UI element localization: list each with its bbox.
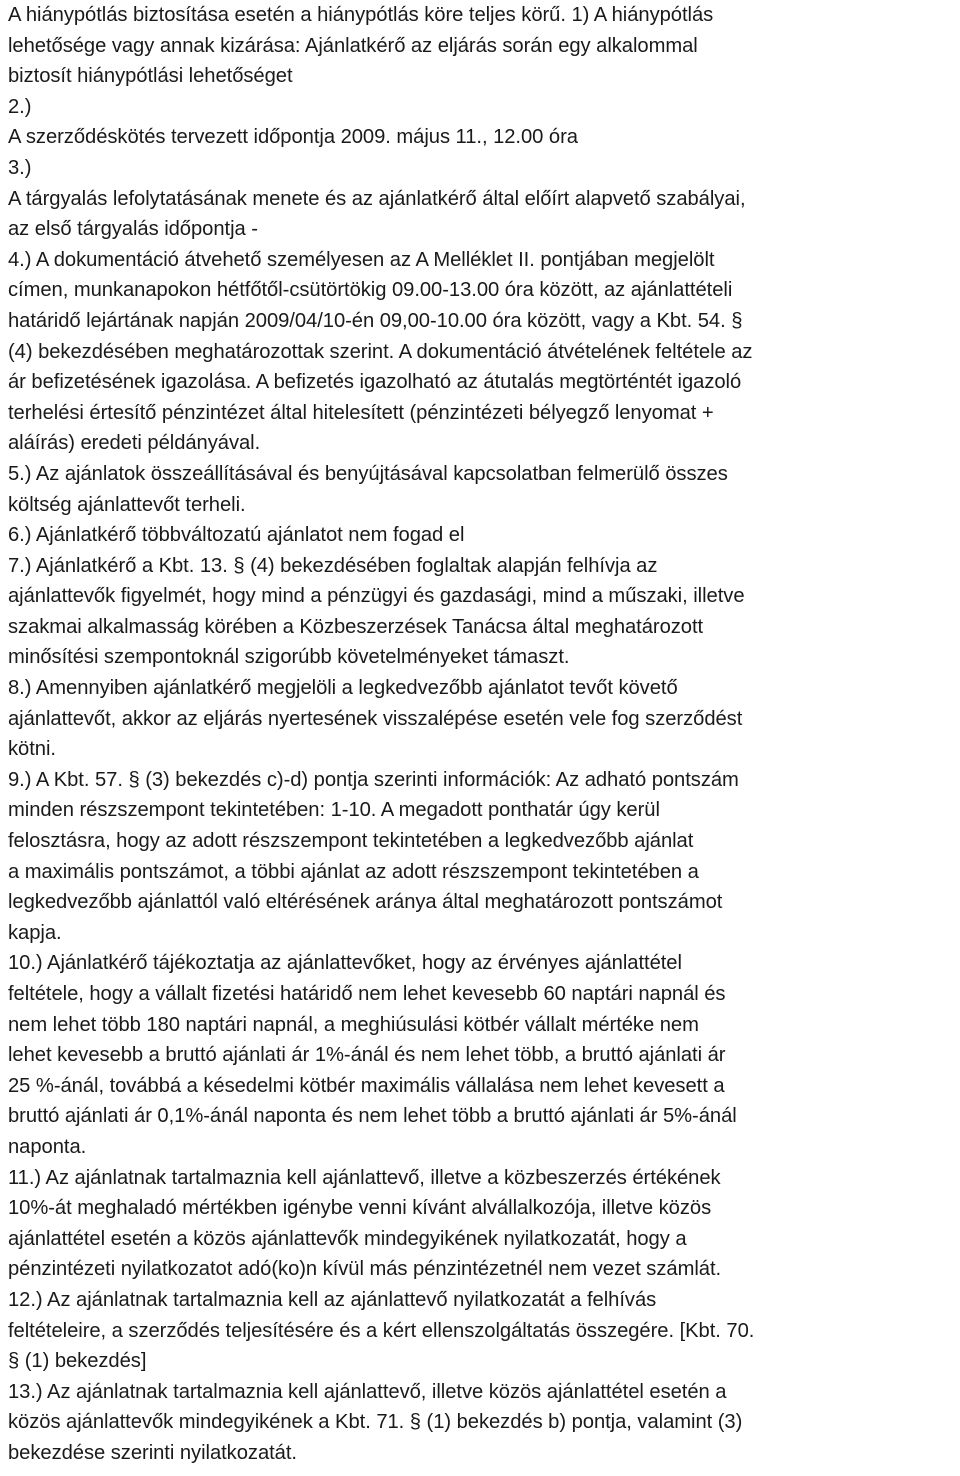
text-segment: A tárgyalás lefolytatásának menete és az ajánlatkérő által előírt alapvető szabályai,: [8, 187, 746, 210]
text-line: [8, 61, 956, 92]
text-line: [8, 612, 956, 643]
text-line: [8, 306, 956, 337]
text-segment: naponta.: [8, 1135, 87, 1158]
text-segment: 8.) Amennyiben ajánlatkérő megjelöli a legkedvezőbb ajánlatot tevőt követő: [8, 677, 678, 700]
text-line: [8, 275, 956, 306]
text-line: [8, 1010, 956, 1041]
text-line: [8, 1193, 956, 1224]
text-segment: teljes körű. 1) A hiánypótlás: [468, 4, 714, 26]
text-segment: legkedvezőbb ajánlattól való eltérésének aránya által meghatározott pontszámot: [8, 891, 723, 914]
text-segment: bruttó ajánlati ár 0,1%-ánál naponta és nem lehet több a bruttó ajánlati ár 5%-ánál: [8, 1105, 737, 1128]
text-line: [8, 673, 956, 704]
text-segment: ajánlattétel esetén a közös ajánlattevők mindegyikének nyilatkozatát, hogy a: [8, 1227, 687, 1250]
text-line: [8, 795, 956, 826]
text-line: [8, 581, 956, 612]
text-line: [8, 459, 956, 490]
text-segment: ajánlattevőt, akkor az eljárás nyertesének visszalépése esetén vele fog szerződést: [8, 707, 743, 730]
text-segment: 7.) Ajánlatkérő a Kbt. 13. § (4) bekezdésében foglaltak alapján felhívja az: [8, 554, 658, 577]
text-segment: az első tárgyalás időpontja -: [8, 218, 258, 241]
text-line: [8, 245, 956, 276]
text-line: [8, 734, 956, 765]
text-line: [8, 765, 956, 796]
text-segment: aláírás) eredeti példányával.: [8, 432, 261, 455]
text-segment: címen, munkanapokon hétfőtől-csütörtökig 09.00-13.00 óra között, az ajánlattételi: [8, 279, 733, 302]
text-segment: kötni.: [8, 738, 56, 761]
text-segment: 5.) Az ajánlatok összeállításával és benyújtásával kapcsolatban felmerülő összes: [8, 462, 728, 485]
text-line: [8, 1407, 956, 1438]
text-segment: 3.): [8, 156, 32, 179]
text-line: [8, 520, 956, 551]
text-segment: 25 %-ánál, továbbá a késedelmi kötbér maximális vállalása nem lehet kevesett a: [8, 1074, 725, 1097]
text-line: [8, 92, 956, 123]
text-segment: nem lehet több 180 naptári napnál, a meghiúsulási kötbér vállalt mértéke nem: [8, 1013, 699, 1036]
text-segment: feltétele, hogy a vállalt fizetési határidő nem lehet kevesebb 60 naptári napnál és: [8, 983, 726, 1005]
text-segment: közös ajánlattevők mindegyikének a Kbt. 71. § (1) bekezdés b) pontja, valamint (3): [8, 1411, 743, 1434]
text-line: [8, 1316, 956, 1347]
text-segment: 2009. május 11., 12.00 óra: [340, 126, 578, 149]
text-line: [8, 1285, 956, 1316]
text-segment: ár befizetésének igazolása. A befizetés igazolható az átutalás megtörténtét igazoló: [8, 371, 742, 394]
text-line: [8, 1071, 956, 1102]
text-segment: (4) bekezdésében meghatározottak szerint. A dokumentáció átvételének feltétele az: [8, 340, 753, 363]
text-line: [8, 122, 956, 153]
text-line: [8, 153, 956, 184]
text-segment: lehet kevesebb a bruttó ajánlati ár 1%-ánál és nem lehet több, a bruttó ajánlati ár: [8, 1044, 726, 1067]
text-segment: 2.): [8, 95, 32, 118]
text-segment: 13.) Az ajánlatnak tartalmaznia kell ajánlattevő, illetve közös ajánlattétel esetén a: [8, 1380, 727, 1403]
text-segment: kapja.: [8, 921, 62, 944]
text-line: [8, 490, 956, 521]
text-line: [8, 1163, 956, 1194]
text-line: [8, 1346, 956, 1377]
text-segment: A hiánypótlás biztosítása esetén a hiánypótlás köre: [8, 4, 469, 26]
text-segment: minden részszempont tekintetében: 1-10. A megadott ponthatár úgy kerül: [8, 799, 660, 822]
text-line: [8, 1040, 956, 1071]
text-line: [8, 918, 956, 949]
text-line: [8, 1438, 956, 1469]
text-line: [8, 0, 956, 31]
text-line: [8, 1224, 956, 1255]
text-segment: 12.) Az ajánlatnak tartalmaznia kell az ajánlattevő nyilatkozatát a felhívás: [8, 1288, 657, 1311]
text-line: [8, 857, 956, 888]
text-segment: szakmai alkalmasság körében a Közbeszerzések Tanácsa által meghatározott: [8, 615, 704, 638]
text-segment: 4.) A dokumentáció átvehető személyesen az A Melléklet II.: [8, 248, 541, 271]
text-line: [8, 1377, 956, 1408]
text-segment: lehetősége vagy annak kizárása: Ajánlatkérő az eljárás során egy alkalommal: [8, 34, 698, 57]
text-segment: 10%-át meghaladó mértékben igénybe venni kívánt alvállalkozója, illetve közös: [8, 1197, 712, 1220]
text-line: [8, 551, 956, 582]
text-segment: költség ajánlattevőt terheli.: [8, 493, 246, 516]
text-line: [8, 1101, 956, 1132]
text-segment: feltételeire, a szerződés teljesítésére és a kért ellenszolgáltatás összegére. [Kbt. 70.: [8, 1319, 755, 1342]
text-segment: A szerződéskötés tervezett időpontja: [8, 126, 341, 149]
text-segment: 11.) Az ajánlatnak tartalmaznia kell ajánlattevő, illetve a közbeszerzés értékének: [8, 1166, 721, 1189]
text-segment: terhelési értesítő pénzintézet által hitelesített (pénzintézeti bélyegző lenyomat +: [8, 401, 714, 424]
text-segment: felosztásra, hogy az adott részszempont tekintetében a legkedvezőbb ajánlat: [8, 830, 694, 853]
text-line: [8, 214, 956, 245]
text-segment: bekezdése szerinti nyilatkozatát.: [8, 1441, 297, 1464]
text-line: [8, 367, 956, 398]
text-line: [8, 642, 956, 673]
text-segment: pontjában megjelölt: [540, 248, 715, 271]
text-segment: biztosít hiánypótlási lehetőséget: [8, 65, 293, 88]
text-segment: határidő lejártának napján 2009/04/10-én 09,00-10.00 óra között, vagy a Kbt. 54. §: [8, 309, 743, 332]
text-line: [8, 1254, 956, 1285]
text-segment: 6.) Ajánlatkérő többváltozatú ajánlatot nem fogad el: [8, 524, 465, 547]
text-line: [8, 398, 956, 429]
text-segment: a maximális pontszámot, a többi ajánlat az adott részszempont tekintetében a: [8, 860, 699, 883]
text-line: [8, 826, 956, 857]
text-line: [8, 184, 956, 215]
text-segment: minősítési szempontoknál szigorúbb követelményeket támaszt.: [8, 646, 570, 669]
text-segment: § (1) bekezdés]: [8, 1350, 147, 1373]
text-line: [8, 948, 956, 979]
text-line: [8, 31, 956, 62]
text-line: [8, 428, 956, 459]
text-segment: ajánlattevők figyelmét, hogy mind a pénzügyi és gazdasági, mind a műszaki, illetve: [8, 585, 745, 608]
text-line: [8, 1132, 956, 1163]
text-line: [8, 887, 956, 918]
text-segment: 10.) Ajánlatkérő tájékoztatja az ajánlattevőket, hogy az érvényes ajánlattétel: [8, 952, 682, 975]
text-line: [8, 337, 956, 368]
text-line: [8, 979, 956, 1010]
text-segment: pénzintézeti nyilatkozatot adó(ko)n kívül más pénzintézetnél nem vezet számlát.: [8, 1258, 722, 1281]
text-segment: 9.) A Kbt. 57. § (3) bekezdés c)-d) pontja szerinti információk: Az adható pontszám: [8, 768, 739, 791]
text-line: [8, 704, 956, 735]
